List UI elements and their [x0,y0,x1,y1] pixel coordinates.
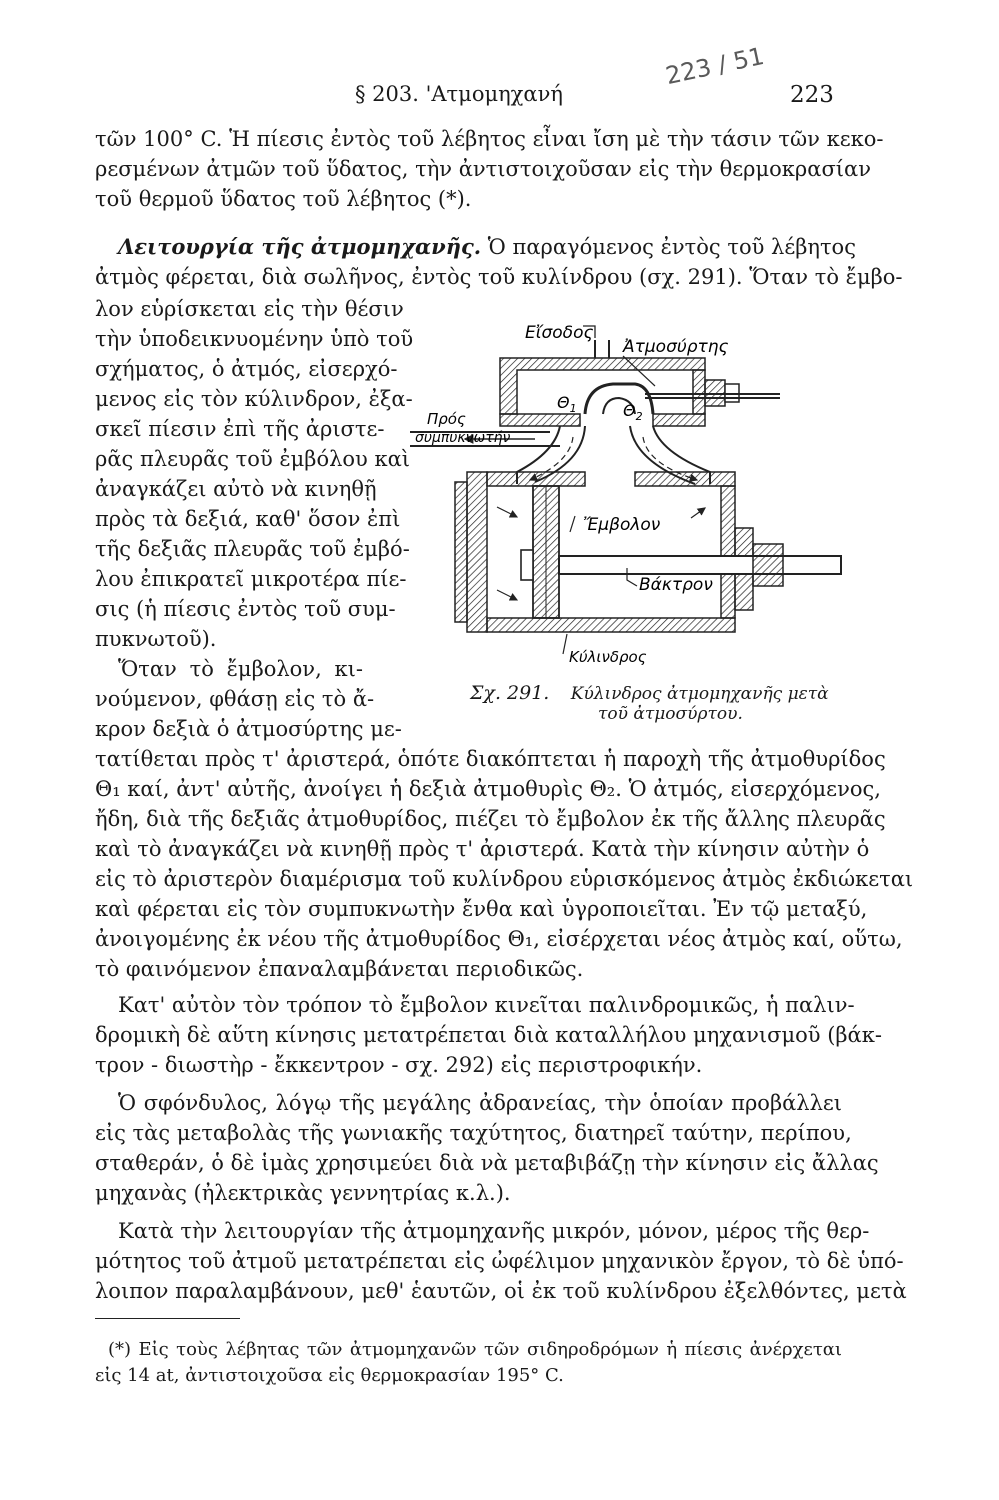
steam-arrow [497,590,517,600]
text-line: τῆς δεξιᾶς πλευρᾶς τοῦ ἐμβό- [95,537,410,561]
cylinder-bottom-wall [487,618,735,632]
text-line: τοῦ θερμοῦ ὕδατος τοῦ λέβητος (*). [95,187,472,211]
text-line: ἤδη, διὰ τῆς δεξιᾶς ἀτμοθυρίδος, πιέζει τὸ ἔμβολον ἐκ τῆς ἄλλης πλευρᾶς [95,807,886,831]
text-line: σις (ἡ πίεσις ἐντὸς τοῦ συμ- [95,597,396,621]
cylinder-label: Κύλινδρος [569,648,647,666]
heading-line-rest: Ὁ παραγόμενος ἐντὸς τοῦ λέβητος [487,235,856,259]
steam-chest-right [693,370,705,414]
text-line: κρον δεξιὰ ὁ ἀτμοσύρτης με- [95,717,402,741]
text-line: λοιπον παραλαμβάνουν, μεθ' ἑαυτῶν, οἱ ἐκ τοῦ κυλίνδρου ἐξελθόντες, μετὰ [95,1279,907,1303]
text-line: ρᾶς πλευρᾶς τοῦ ἐμβόλου καὶ [95,447,411,471]
piston-label: Ἔμβολον [583,515,661,535]
text-line: τὸ φαινόμενον ἐπαναλαμβάνεται περιοδικῶς. [95,957,584,981]
text-line: ἀναγκάζει αὐτὸ νὰ κινηθῇ [95,477,377,501]
text-line: καὶ τὸ ἀναγκάζει νὰ κινηθῇ πρὸς τ' ἀριστερά. Κατὰ τὴν κίνησιν αὐτὴν ὁ [95,837,870,861]
text-line: πρὸς τὰ δεξιά, καθ' ὅσον ἐπὶ [95,507,401,531]
text-line: ρεσμένων ἀτμῶν τοῦ ὕδατος, τὴν ἀντιστοιχοῦσαν εἰς τὴν θερμοκρασίαν [95,157,871,181]
piston-leader [570,516,575,532]
cylinder-leader [563,634,567,654]
text-line: τατίθεται πρὸς τ' ἀριστερά, ὁπότε διακόπτεται ἡ παροχὴ τῆς ἀτμοθυρίδος [95,747,886,771]
text-line: τρον - διωστὴρ - ἔκκεντρον - σχ. 292) εἰς περιστροφικήν. [95,1053,703,1077]
text-line: μότητος τοῦ ἀτμοῦ μετατρέπεται εἰς ὠφέλιμον μηχανικὸν ἔργον, τὸ δὲ ὑπό- [95,1249,904,1273]
caption-text: Κύλινδρος ἀτμομηχανῆς μετὰ [570,684,829,704]
piston-rod [559,556,841,574]
piston-nut [521,550,533,580]
text-line: ἀνοιγομένης ἐκ νέου τῆς ἀτμοθυρίδος Θ₁, εἰσέρχεται νέος ἀτμὸς καί, οὕτω, [95,927,903,951]
cylinder-right-wall-bottom [721,574,735,618]
text-line: εἰς τὸ ἀριστερὸν διαμέρισμα τοῦ κυλίνδρου εὑρισκόμενος ἀτμὸς ἐκδιώκεται [95,867,914,891]
to-label: Πρός [427,410,466,428]
steam-arrow [691,508,705,518]
cylinder-top-wall-left [487,472,585,486]
cylinder-right-wall-top [721,486,735,556]
text-line: Ὅταν τὸ ἔμβολον, κι- [118,657,363,681]
port2-label: $\Theta_2$ [623,401,643,423]
footnote-line: εἰς 14 at, ἀντιστοιχοῦσα εἰς θερμοκρασίαν 195° C. [95,1365,564,1386]
text-line: τῶν 100° C. Ἡ πίεσις ἐντὸς τοῦ λέβητος εἶναι ἴση μὲ τὴν τάσιν τῶν κεκο- [95,127,884,151]
valve-label: Ἀτμοσύρτης [623,337,729,357]
rod-label: Βάκτρον [639,575,713,595]
text-line: ἀτμὸς φέρεται, διὰ σωλῆνος, ἐντὸς τοῦ κυλίνδρου (σχ. 291). Ὅταν τὸ ἔμβο- [95,265,903,289]
text-line: λου ἐπικρατεῖ μικροτέρα πίε- [95,567,407,591]
text-line: μενος εἰς τὸν κύλινδρον, ἐξα- [95,387,413,411]
condenser-label: συμπυκνωτήν [415,430,511,446]
steam-arrow [497,507,517,517]
text-line: νούμενον, φθάσῃ εἰς τὸ ἄ- [95,687,375,711]
page-number: 223 [790,82,834,108]
text-line: σταθεράν, ὁ δὲ ἱμὰς χρησιμεύει διὰ νὰ μεταβιβάζῃ τὴν κίνησιν εἰς ἄλλας [95,1151,879,1175]
figure-caption [470,683,829,724]
cylinder-left-wall [467,472,487,632]
left-flange [455,482,467,622]
steam-chest-floor [500,414,580,426]
text-line: εἰς τὰς μεταβολὰς τῆς γωνιακῆς ταχύτητος, διατηρεῖ ταύτην, περίπου, [95,1121,852,1145]
port1-label: $\Theta_1$ [557,393,577,415]
caption-text-2: τοῦ ἀτμοσύρτου. [598,704,743,724]
caption-label: Σχ. 291. [470,682,550,704]
text-line: λον εὑρίσκεται εἰς τὴν θέσιν [95,297,404,321]
rod-gland [753,544,783,586]
handwritten-note: 223 / 51 [663,41,767,91]
text-line: Ὁ σφόνδυλος, λόγῳ τῆς μεγάλης ἀδρανείας, τὴν ὁποίαν προβάλλει [118,1091,842,1115]
text-line: καὶ φέρεται εἰς τὸν συμπυκνωτὴν ἔνθα καὶ ὑγροποιεῖται. Ἐν τῷ μεταξύ, [95,897,868,921]
text-line: δρομικὴ δὲ αὕτη κίνησις μετατρέπεται διὰ καταλλήλου μηχανισμοῦ (βάκ- [95,1023,882,1047]
steam-cylinder-diagram [405,322,845,712]
steam-chest-floor-right [653,414,705,426]
section-heading: Λειτουργία τῆς ἀτμομηχανῆς. [118,234,482,259]
footnote-rule [95,1318,240,1319]
text-line: Κατὰ τὴν λειτουργίαν τῆς ἀτμομηχανῆς μικρόν, μόνον, μέρος τῆς θερ- [118,1219,870,1243]
cylinder-top-wall-right [635,472,735,486]
running-header: § 203. 'Ατμομηχανή [355,82,563,106]
text-line: σχήματος, ὁ ἀτμός, εἰσερχό- [95,357,398,381]
text-line: μηχανὰς (ἠλεκτρικὰς γεννητρίας κ.λ.). [95,1181,511,1205]
text-line: Θ₁ καί, ἀντ' αὐτῆς, ἀνοίγει ἡ δεξιὰ ἀτμοθυρὶς Θ₂. Ὁ ἀτμός, εἰσερχόμενος, [95,777,881,801]
text-line [118,232,856,262]
text-line: Κατ' αὐτὸν τὸν τρόπον τὸ ἔμβολον κινεῖται παλινδρομικῶς, ἡ παλιν- [118,993,855,1017]
inlet-label: Εἴσοδος [525,323,594,343]
text-line: τὴν ὑποδεικνυομένην ὑπὸ τοῦ [95,327,414,351]
footnote-line: (*) Εἰς τοὺς λέβητας τῶν ἀτμομηχανῶν τῶν σιδηροδρόμων ἡ πίεσις ἀνέρχεται [108,1339,842,1360]
text-line: σκεῖ πίεσιν ἐπὶ τῆς ἀριστε- [95,417,385,441]
text-line: πυκνωτοῦ). [95,627,217,651]
